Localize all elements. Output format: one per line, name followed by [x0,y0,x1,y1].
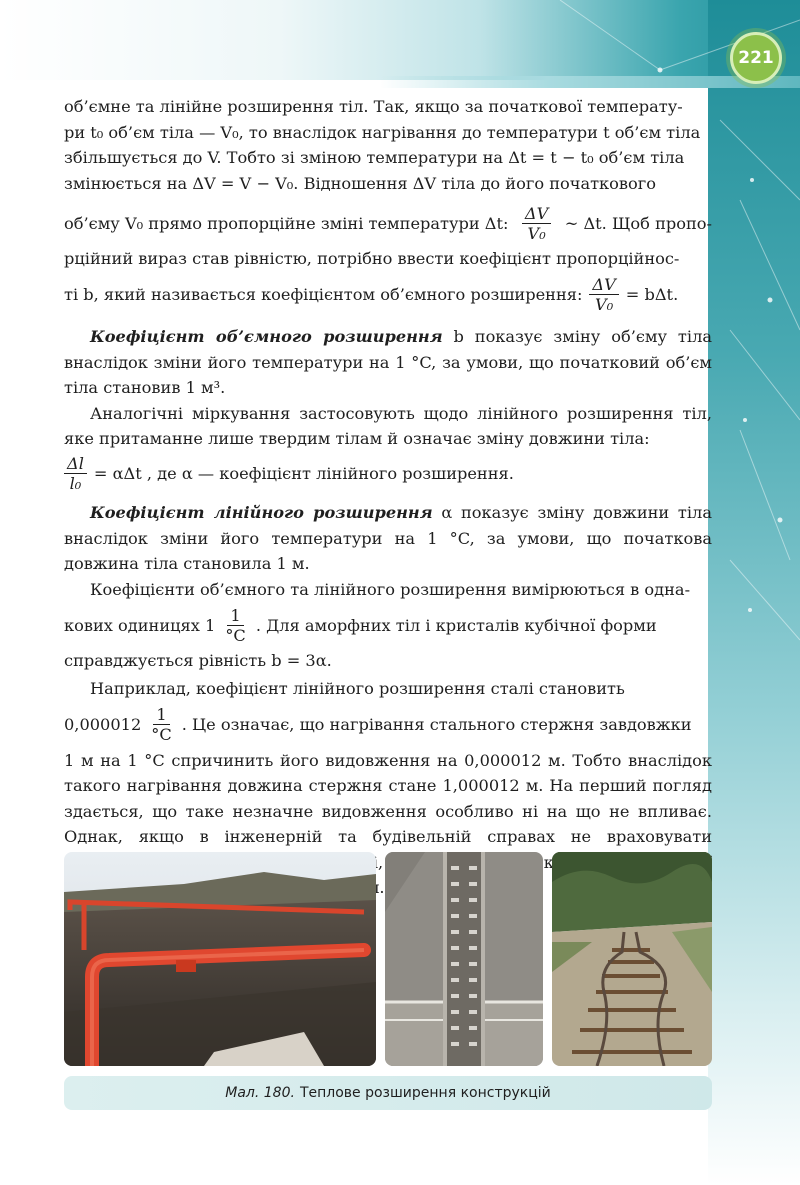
fraction-dv-v0-2 [589,275,618,314]
example-text-a: 0,000012 [64,714,142,734]
paragraph-volume-coefficient [64,324,712,401]
fraction-numerator: Δl [64,454,87,474]
line-3: збільшується до V. Тобто зі зміною температури на Δt = t − t₀ об’єм тіла [64,148,685,168]
line-example-1: Наприклад, коефіцієнт лінійного розширення сталі становить [90,678,625,698]
linear-coefficient-text: α показує зміну довжини тіла внаслідок зміни його температури на 1 °C, за умови, що початкова довжина тіла становила 1 м. [64,502,712,574]
fraction-numerator: 1 [227,606,243,626]
line-linear-formula [64,452,712,496]
paragraph-example-rest: 1 м на 1 °C спричинить його видовження на 0,000012 м. Тобто внаслідок такого нагрівання довжина стержня стане 1,000012 м. На перший погляд здається, що таке незначне видовження особливо ні на що не впливає. Однак, якщо в інженерній та будівельній справах не враховувати [64,750,712,847]
line-units-formula [64,602,712,648]
line-5-text-a: об’єму V₀ прямо пропорційне зміні температури Δt: [64,213,509,233]
figure-caption-text: Теплове розширення конструкцій [299,1085,551,1101]
fraction-unit [222,606,248,645]
photo-pipeline [64,852,376,1066]
fraction-unit-2 [148,705,174,744]
fraction-dv-v0 [522,204,551,243]
fraction-denominator: °C [151,725,172,744]
fraction-denominator: l₀ [69,474,82,494]
line-7-formula [64,272,712,318]
figure-caption [64,1076,712,1110]
fraction-numerator: ΔV [522,204,551,224]
page-number-badge: 221 [730,32,782,84]
term-linear-coefficient: Коефіцієнт лінійного розширення [90,502,433,522]
units-text-a: кових одиницях 1 [64,615,216,635]
photo-buckled-railway [552,852,712,1066]
term-volume-coefficient: Коефіцієнт об’ємного розширення [90,326,443,346]
fraction-numerator: 1 [153,705,169,725]
main-text [64,94,712,901]
fraction-denominator: °C [225,625,246,645]
line-7-text-b: = bΔt. [625,285,679,305]
line-5-text-b: ~ Δt. Щоб пропо- [564,213,712,233]
fraction-denominator: V₀ [527,223,546,243]
paragraph-linear-intro: Аналогічні міркування застосовують щодо лінійного розширення тіл, яке притаманне лише твердим тілам й означає зміну довжини тіла: [64,403,712,449]
line-example-formula [64,702,712,748]
example-text-b: . Це означає, що нагрівання стального стержня завдовжки [181,714,692,734]
paragraph-linear-coefficient [64,500,712,577]
line-7-text-a: ті b, який називається коефіцієнтом об’ємного розширення: [64,285,583,305]
line-2: ри t₀ об’єм тіла — V₀, то внаслідок нагрівання до температури t об’єм тіла [64,122,701,142]
line-5-formula [64,200,712,246]
volume-coefficient-text: b показує зміну об’єму тіла внаслідок зміни його температури на 1 °C, за умови, що початковий об’єм тіла становив 1 м³. [64,326,713,398]
units-text-b: . Для аморфних тіл і кристалів кубічної форми [255,615,657,635]
line-4: змінюється на ΔV = V − V₀. Відношення ΔV тіла до його початкового [64,173,657,193]
figure-label: Мал. 180. [225,1085,295,1101]
line-1: об’ємне та лінійне розширення тіл. Так, якщо за початкової температу- [64,97,683,116]
photo-expansion-joint [385,852,543,1066]
fraction-numerator: ΔV [589,275,618,295]
fraction-dl-l0 [64,454,87,493]
figure-180-photos [64,852,712,1066]
line-6: рційний вираз став рівністю, потрібно ввести коефіцієнт пропорційнос- [64,249,680,269]
linear-formula-text: = αΔt , де α — коефіцієнт лінійного розширення. [93,464,514,484]
line-units-3: справджується рівність b = 3α. [64,651,332,671]
fraction-denominator: V₀ [595,295,614,315]
line-units-1: Коефіцієнти об’ємного та лінійного розширення вимірюються в одна- [90,579,691,599]
